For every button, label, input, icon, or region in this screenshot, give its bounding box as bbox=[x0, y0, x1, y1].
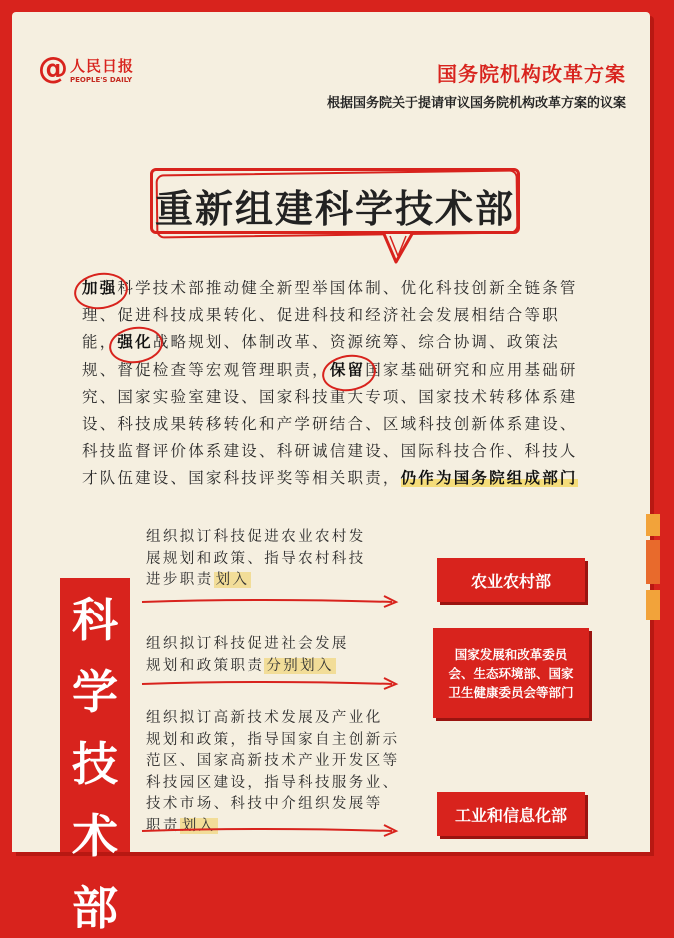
decor-block bbox=[646, 514, 660, 536]
plan-title: 国务院机构改革方案 bbox=[437, 62, 626, 86]
at-icon: @ bbox=[38, 51, 68, 86]
arrow-right-icon bbox=[140, 822, 402, 838]
transfer-2-text: 组织拟订科技促进社会发展 规划和政策职责 分别划入 bbox=[146, 636, 349, 674]
vertical-char: 科 bbox=[72, 593, 118, 647]
brand-name-cn: 人民日报 bbox=[70, 56, 135, 75]
decor-block bbox=[646, 540, 660, 584]
plan-subtitle: 根据国务院关于提请审议国务院机构改革方案的议案 bbox=[326, 96, 626, 111]
paragraph-segment-3: 国家基础研究和应用基础研究、国家实验室建设、国家科技重大专项、国家技术转移体系建设、科技成果转移转化和产学研结合、区域科技创新体系建设、科技监督评价体系建设、科研诚信建设、国际科技合作、科技人才队伍建设、国家科技评奖等相关职责， bbox=[82, 360, 578, 488]
main-paragraph bbox=[82, 275, 590, 493]
transfer-1-text: 组织拟订科技促进农业农村发 展规划和政策、指导农村科技 进步职责 划入 bbox=[146, 529, 366, 588]
paragraph-segment-2: 战略规划、体制改革、资源统筹、综合协调、政策法规、督促检查等宏观管理职责， bbox=[82, 333, 560, 379]
transfer-3-action: 划入 bbox=[181, 817, 216, 834]
keyword-strengthen: 加强 bbox=[82, 279, 118, 297]
brand-name-en: PEOPLE'S DAILY bbox=[70, 75, 133, 84]
headline-speech-box bbox=[150, 168, 520, 242]
target-ndrc-and-others: 国家发展和改革委员 会、生态环境部、国家 卫生健康委员会等部门 bbox=[433, 628, 589, 718]
vertical-char: 技 bbox=[72, 737, 118, 791]
arrow-right-icon bbox=[140, 593, 402, 609]
peoples-daily-logo bbox=[38, 51, 135, 86]
paragraph-conclusion: 仍作为国务院组成部门 bbox=[400, 469, 578, 488]
speech-tail-icon bbox=[382, 232, 422, 266]
arrow-right-icon bbox=[140, 675, 402, 691]
vertical-char: 部 bbox=[72, 881, 118, 935]
vertical-char: 术 bbox=[72, 809, 118, 863]
paragraph-segment-1: 科学技术部推动健全新型举国体制、优化科技创新全链条管理、促进科技成果转化、促进科技和经济社会发展相结合等职能， bbox=[82, 279, 578, 352]
transfer-1-action: 划入 bbox=[215, 572, 250, 588]
vertical-char: 学 bbox=[72, 665, 118, 719]
transfer-2-action: 分别划入 bbox=[266, 657, 334, 674]
keyword-retain: 保留 bbox=[329, 360, 366, 379]
headline-title: 重新组建科学技术部 bbox=[154, 187, 515, 231]
target-miit: 工业和信息化部 bbox=[437, 792, 585, 836]
transfer-3-text: 组织拟订高新技术发展及产业化 规划和政策，指导国家自主创新示 范区、国家高新技术产业开发区等 科技园区建设，指导科技服务业、 技术市场、科技中介组织发展等 职责 划入 bbox=[146, 710, 400, 834]
decor-block bbox=[646, 590, 660, 620]
target-agriculture-ministry: 农业农村部 bbox=[437, 558, 585, 602]
ministry-vertical-label bbox=[60, 578, 130, 935]
keyword-reinforce: 强化 bbox=[117, 333, 153, 352]
